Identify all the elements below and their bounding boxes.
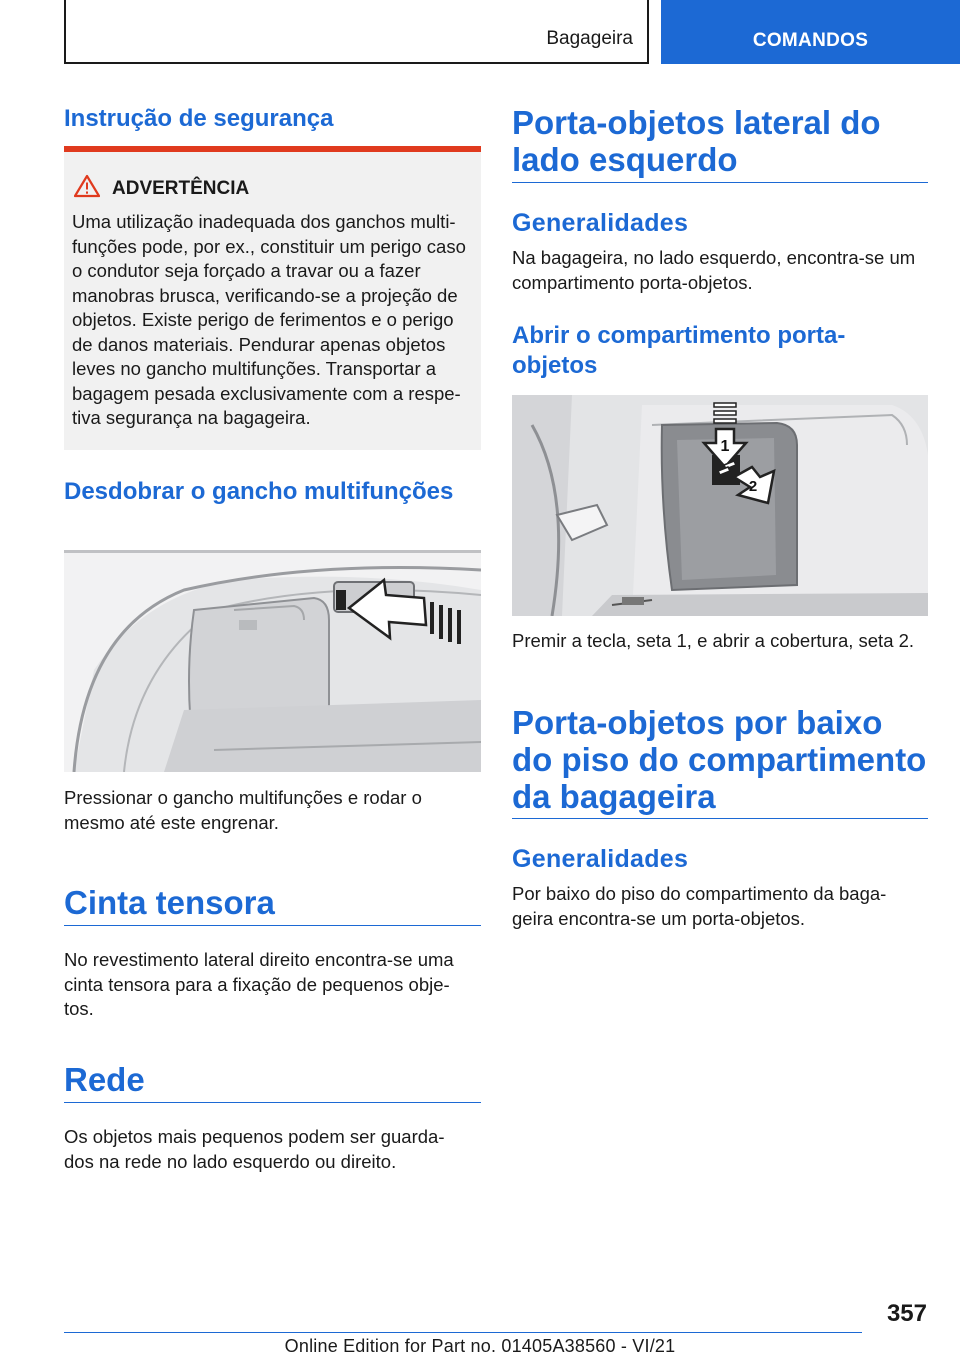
open-compartment-heading: Abrir o compartimento porta-objetos <box>512 322 846 379</box>
net-rule <box>64 1102 481 1103</box>
section-title: Bagageira <box>546 28 633 49</box>
page-number: 357 <box>886 1300 927 1327</box>
arrow-1-label: 1 <box>720 438 730 455</box>
warning-label: ADVERTÊNCIA <box>112 178 250 199</box>
unfold-hook-heading: Desdobrar o gancho multifunções <box>64 478 454 505</box>
edition-note: Online Edition for Part no. 01405A38560 - VI/21 <box>284 1336 676 1356</box>
warning-text: Uma utilização inadequada dos ganchos multi-funções pode, por ex., constituir um perigo caso o condutor seja forçado a travar ou a fazer manobras brusca, verificando-se a projeção de objetos. Existe perigo de ferimentos e o perigo de danos materiais. Pendurar apenas objetos leves no gancho multifunções. Transportar a bagagem pesada exclusivamente com a respe-tiva segurança na bagageira. <box>72 211 466 428</box>
safety-heading: Instrução de segurança <box>64 105 334 132</box>
general-text: Na bagageira, no lado esquerdo, encontra-se um compartimento porta-objetos. <box>512 247 916 293</box>
unfold-hook-caption: Pressionar o gancho multifunções e rodar o mesmo até este engrenar. <box>64 787 422 833</box>
strap-rule <box>64 925 481 926</box>
floor-general-text: Por baixo do piso do compartimento da baga-geira encontra-se um porta-objetos. <box>512 883 887 929</box>
side-compartment-heading: Porta-objetos lateral do lado esquerdo <box>512 104 881 178</box>
multifunction-hook-image <box>64 550 481 772</box>
net-heading: Rede <box>64 1061 145 1098</box>
strap-heading: Cinta tensora <box>64 884 275 921</box>
floor-compartment-heading: Porta-objetos por baixo do piso do compartimento da bagageira <box>512 704 927 815</box>
net-text: Os objetos mais pequenos podem ser guarda-dos na rede no lado esquerdo ou direito. <box>64 1126 445 1172</box>
strap-text: No revestimento lateral direito encontra-se uma cinta tensora para a fixação de pequenos obje-tos. <box>64 949 454 1019</box>
side-compartment-rule <box>512 182 928 183</box>
general-heading: Generalidades <box>512 209 689 237</box>
side-compartment-image <box>512 395 928 616</box>
warning-box <box>64 146 481 450</box>
chapter-title: COMANDOS <box>752 30 869 51</box>
chapter-tab <box>661 0 960 64</box>
footer-rule <box>64 1332 862 1333</box>
arrow-2-label: 2 <box>748 478 758 495</box>
warning-icon <box>74 174 100 198</box>
floor-general-heading: Generalidades <box>512 845 689 873</box>
floor-compartment-rule <box>512 818 928 819</box>
running-header <box>64 0 649 64</box>
open-compartment-caption: Premir a tecla, seta 1, e abrir a cobertura, seta 2. <box>512 630 915 651</box>
